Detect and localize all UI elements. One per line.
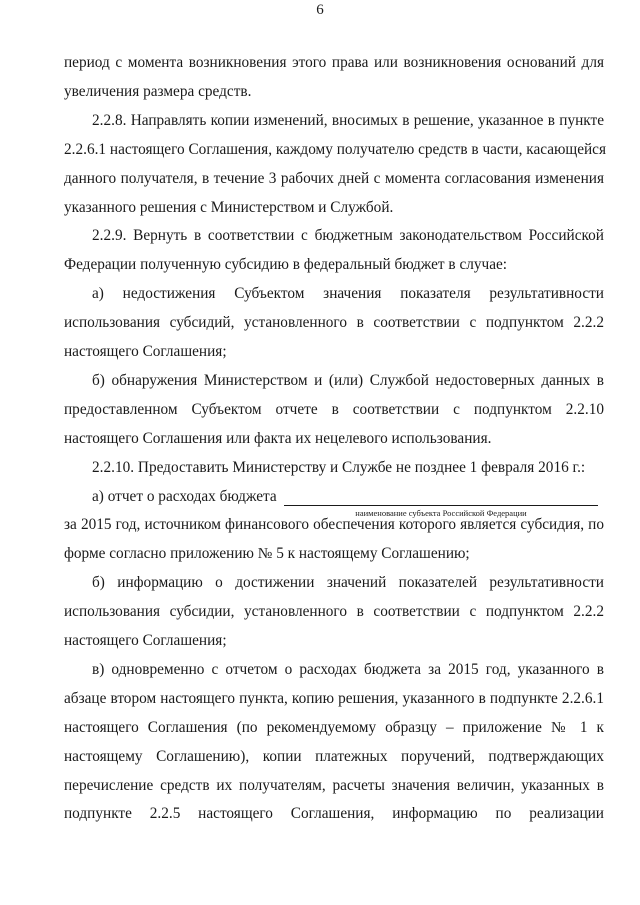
text-line: период с момента возникновения этого права или возникновения оснований для xyxy=(64,54,604,71)
fill-in-blank xyxy=(284,505,598,506)
text-line: 2.2.6.1 настоящего Соглашения, каждому получателю средств в части, касающейся xyxy=(64,141,607,158)
text-line: в) одновременно с отчетом о расходах бюджета за 2015 год, указанного в xyxy=(92,661,604,678)
text-line: б) информацию о достижении значений показателей результативности xyxy=(92,574,604,591)
text-line: настоящему Соглашению), копии платежных поручений, подтверждающих xyxy=(64,748,604,765)
text-line: настоящего Соглашения или факта их нецелевого использования. xyxy=(64,430,492,447)
text-line: увеличения размера средств. xyxy=(64,83,252,100)
text-line: Федерации полученную субсидию в федеральный бюджет в случае: xyxy=(64,256,508,273)
text-line: 2.2.9. Вернуть в соответствии с бюджетным законодательством Российской xyxy=(92,227,604,244)
text-line: за 2015 год, источником финансового обеспечения которого является субсидия, по xyxy=(64,516,604,533)
text-line: б) обнаружения Министерством и (или) Службой недостоверных данных в xyxy=(92,372,604,389)
text-line: настоящего Соглашения (по рекомендуемому образцу – приложение № 1 к xyxy=(64,719,604,736)
text-line: использования субсидии, установленного в соответствии с подпунктом 2.2.2 xyxy=(64,603,604,620)
text-line: использования субсидий, установленного в соответствии с подпунктом 2.2.2 xyxy=(64,314,604,331)
text-line: форме согласно приложению № 5 к настоящему Соглашению; xyxy=(64,545,470,562)
blank-caption: наименование субъекта Российской Федерации xyxy=(355,508,527,518)
text-line: абзаце втором настоящего пункта, копию решения, указанного в подпункте 2.2.6.1 xyxy=(64,690,604,707)
text-line: 2.2.8. Направлять копии изменений, вносимых в решение, указанное в пункте xyxy=(92,112,604,129)
text-line: подпункте 2.2.5 настоящего Соглашения, информацию по реализации xyxy=(64,805,604,822)
text-line: перечисление средств их получателям, расчеты значения величин, указанных в xyxy=(64,777,604,794)
text-line: а) недостижения Субъектом значения показателя результативности xyxy=(92,285,604,302)
text-line: указанного решения с Министерством и Службой. xyxy=(64,199,394,216)
text-line: настоящего Соглашения; xyxy=(64,343,227,360)
text-line: предоставленном Субъектом отчете в соответствии с подпунктом 2.2.10 xyxy=(64,401,604,418)
page-number: 6 xyxy=(316,2,324,18)
text-line: а) отчет о расходах бюджета xyxy=(92,488,277,505)
text-line: данного получателя, в течение 3 рабочих дней с момента согласования изменения xyxy=(64,170,604,187)
text-line: 2.2.10. Предоставить Министерству и Службе не позднее 1 февраля 2016 г.: xyxy=(92,459,586,476)
text-line: настоящего Соглашения; xyxy=(64,632,227,649)
